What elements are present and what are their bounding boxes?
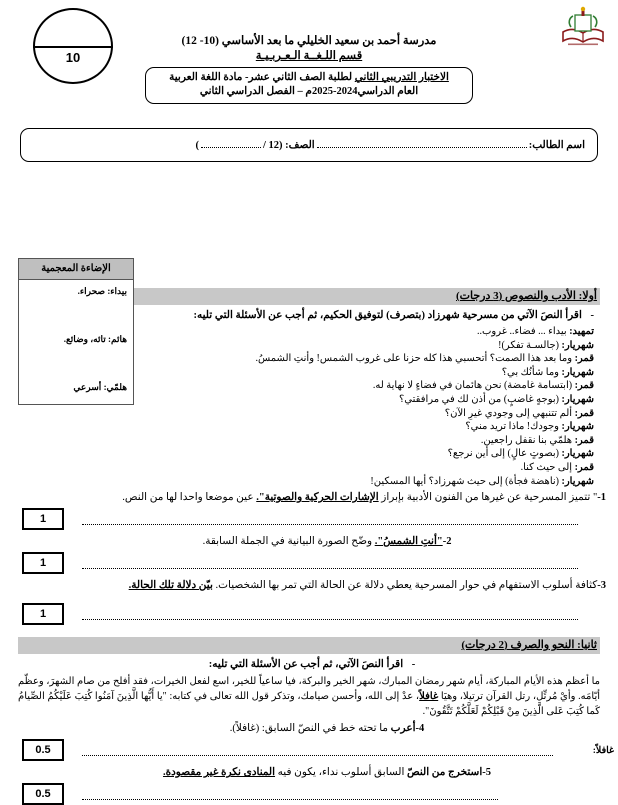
section-two [0,637,618,805]
question-1-answer-line[interactable] [82,514,578,525]
section-one-heading-text: أولا: الأدب والنصوص (3 درجات) [455,290,597,302]
question-4-score-box[interactable]: 0.5 [22,739,64,761]
question-5-part-b: السابق أسلوب نداء، يكون فيه [275,767,408,779]
page-header [0,0,618,118]
student-name-input[interactable] [317,139,527,148]
question-4-part-b: ما تحته خط في النصّ السابق: (غافلاً). [229,723,391,735]
dialogue-text: (بصوتٍ عالٍ) إلى أين نرجع؟ [447,448,562,460]
academic-year: العام الدراسي2024-2025م – الفصل الدراسي الثاني [199,86,419,97]
question-4 [0,721,618,761]
class-close-paren: ) [195,139,199,151]
question-4-number: 4- [415,723,425,735]
passage-part-2: ، عدْ إلى الله، وأحسن صيامك، وتذكر قول الله تعالى في كتابه: "يا أَيُّها الَّذِينَ آمَنُوا كُتِبَ عَلَيْكُمُ الصِّيامُ كَما كُتِبَ عَلى الَّذِينَ مِنْ قَبْلِكُمْ لَعَلَّكُمْ تَتَّقُونَ". [18,691,600,718]
question-4-answer-prefix: غافلاً: [592,745,614,756]
question-5-part-a: استخرج من النصّ [407,767,483,779]
glossary-entry [64,334,127,345]
dialogue-line [0,434,594,448]
student-name-label: اسم الطالب: [528,140,585,151]
question-5-answer-line[interactable] [82,789,498,800]
dialogue-text: وما بعد هذا الصمت؟ أتحسبي هذا كله حزنا على غروب الشمس! وأنتِ الشمسُ. [255,353,575,365]
question-3-answer-row [0,603,618,625]
dialogue-text: وجودك! ماذا تريد مني؟ [465,421,562,433]
instruction-dash: - [411,659,416,671]
dialogue-speaker: شهريار: [561,421,594,433]
section-two-heading-text: ثانيا: النحو والصرف (2 درجات) [461,639,597,652]
question-1-answer-row [0,508,618,530]
dialogue-text: (بوجهٍ غاضبٍ) من أذن لك في مرافقتي؟ [398,393,562,405]
question-5-number: 5- [482,767,492,779]
dialogue-line [0,407,594,421]
question-3-text [12,578,606,593]
question-1-part-a: " تتميز المسرحية عن غيرها من الفنون الأدبية بإبراز [378,492,598,504]
question-5 [0,765,618,805]
dialogue-line [0,420,594,434]
dialogue-speaker: شهريار: [561,393,594,405]
total-mark-value: 10 [65,50,81,65]
glossary-entry [78,286,127,297]
dialogue-speaker: شهريار: [561,366,594,378]
question-1 [0,490,618,530]
question-3-number: 3- [597,580,606,592]
dialogue-line [0,447,594,461]
department-name: قسم اللـغــة الـعـربـيـة [255,50,363,62]
section-two-instruction [30,657,594,672]
dialogue-line [0,475,594,489]
question-4-text [48,721,606,736]
grammar-passage [18,674,600,719]
question-5-answer-row [0,783,618,805]
question-1-number: 1- [597,492,606,504]
school-heading [0,34,618,64]
dialogue-speaker: قمر: [574,353,594,365]
question-2-text [48,534,606,549]
dialogue-line [0,461,594,475]
question-4-answer-row [0,739,618,761]
student-info-box [20,128,598,162]
question-5-score-box[interactable]: 0.5 [22,783,64,805]
question-3-answer-line[interactable] [82,609,578,620]
instruction-text: اقرأ النصَ الآتي، ثم أجب عن الأسئلة التي تليه: [208,659,404,671]
glossary-term: هلمّي: [103,382,127,392]
dialogue-text: (جالسـة تفكر)! [498,339,562,351]
question-5-text [48,765,606,780]
dialogue-speaker: قمر: [574,434,594,446]
exam-title-underlined: الاختبار التدريبي الثاني [354,72,449,83]
school-name: مدرسة أحمد بن سعيد الخليلي ما بعد الأساسي (10- 12) [181,35,437,47]
dialogue-speaker: شهريار: [561,448,594,460]
dialogue-speaker: شهريار: [561,475,594,487]
dialogue-speaker: قمر: [574,380,594,392]
exam-title-rest: لطلبة الصف الثاني عشر- مادة اللغة العربية [169,72,355,83]
instruction-dash: - [590,310,594,321]
question-5-part-c: المنادى نكرة غير مقصودة. [162,767,276,779]
question-1-part-c: عين موضعا واحدا لها من النص. [122,492,257,504]
dialogue-text: إلى حيث كنا. [520,461,575,473]
section-two-heading [18,637,600,654]
question-3-part-a: كثافة أسلوب الاستفهام في حوار المسرحية يعطي دلالة عن الحالة التي تمر بها الشخصيات. [212,580,598,592]
dialogue-text: وما شأنُك بي؟ [501,366,562,378]
question-2-answer-row [0,552,618,574]
glossary-term: بيداء: [107,286,127,296]
dialogue-text: ألم تتنبهي إلى وجودي غيرِ الآن؟ [444,407,575,419]
question-2-number: 2- [442,536,452,548]
instruction-text: اقرأ النصَ الآتي من مسرحية شهرزاد (بتصرف) لتوفيق الحكيم، ثم أجب عن الأسئلة التي تليه: [193,310,582,321]
question-3 [0,578,618,625]
question-2-answer-line[interactable] [82,558,578,569]
question-2 [0,534,618,574]
dialogue-text: (ابتسامة غامضة) نحن هائمان في فضاءٍ لا نهاية له. [372,380,575,392]
glossary-meaning: تائه، وضائع. [63,334,109,344]
glossary-meaning: صحراء. [77,286,108,296]
glossary-term: هائم: [108,334,127,344]
question-1-score-box[interactable]: 1 [22,508,64,530]
dialogue-speaker: قمر: [574,461,594,473]
dialogue-text: بيداء ... فضاء.. غروب.. [476,326,570,337]
section-one [0,263,618,625]
glossary-entry [73,382,127,393]
glossary-meaning: أسرعي [73,382,104,392]
dialogue-text: (ناهضة فجأة) إلى حيث شهرزاد؟ أيها المسكين! [370,475,562,487]
dialogue-speaker: قمر: [574,407,594,419]
question-1-text [48,490,606,505]
glossary-body [19,280,133,404]
glossary-table [18,258,134,405]
question-2-score-box[interactable]: 1 [22,552,64,574]
class-input[interactable] [201,139,261,148]
passage-part-1: ما أعظم هذه الأيام المباركة، أيام شهر رمضان المبارك، شهر الخير والبركة، فيا ساعياً للخير، اسع لفعل الخيرات، فقد أفلح من صام الشهرَ، وعظّم أيّامَه. وأيْ مُرتِّل، رتل القرآن ترتيلا، وهيَا [18,676,600,703]
class-label: الصف: (12 / [262,140,315,151]
question-1-part-b: الإشارات الحركية والصوتية". [256,492,379,504]
question-2-part-b: "أنتِ الشمسُ". [374,536,443,548]
exam-title-box [145,67,473,104]
dialogue-text: هلمّي بنا نقفل راجعين. [480,434,575,446]
question-4-answer-line[interactable] [82,745,553,756]
question-3-part-b: بيّن دلالة تلك الحالة. [128,580,213,592]
glossary-title: الإضاءة المعجمية [19,259,133,280]
question-3-score-box[interactable]: 1 [22,603,64,625]
passage-underlined-word: غافلاً [419,691,439,703]
question-4-part-a: أعرب [390,723,416,735]
question-2-part-c: وضّح الصورة البيانية في الجملة السابقة. [202,536,375,548]
dialogue-speaker: شهريار: [561,339,594,351]
dialogue-speaker: تمهيد: [569,326,594,337]
exam-title-line [152,71,466,85]
